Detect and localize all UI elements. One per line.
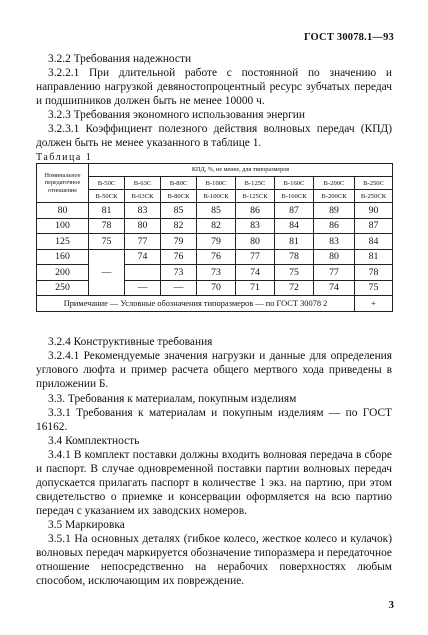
efficiency-table xyxy=(36,163,393,312)
section-heading-3-2-4: 3.2.4 Конструктивные требования xyxy=(48,336,213,348)
col-header: В-250С xyxy=(355,177,393,190)
value-cell: 70 xyxy=(197,280,236,296)
paragraph-3-5-1: 3.5.1 На основных деталях (гибкое колесо, жесткое колесо и кулачок) волновых передач маркируется обозначение типоразмера и передаточное отношение непосредственно на нерабочих поверхностях любым способом, исключающим их повреждение. xyxy=(36,533,392,587)
paragraph-3-2-2-1: 3.2.2.1 При длительной работе с постоянной по значению и направлению нагрузкой девяностопроцентный ресурс зубчатых передач и подшипников должен быть не менее 10000 ч. xyxy=(36,67,392,107)
value-cell: 89 xyxy=(314,203,355,219)
value-cell: 76 xyxy=(161,249,197,265)
col-header: В-100С xyxy=(197,177,236,190)
value-cell: 83 xyxy=(314,234,355,250)
value-cell: 82 xyxy=(197,218,236,234)
group-header-cell: КПД, %, не менее, для типоразмеров xyxy=(89,164,393,177)
document-header: ГОСТ 30078.1—93 xyxy=(303,32,394,43)
section-heading-3-5: 3.5 Маркировка xyxy=(48,519,125,531)
col-header: В-100СК xyxy=(197,190,236,203)
col-header: В-250СК xyxy=(355,190,393,203)
value-cell: 77 xyxy=(314,265,355,281)
table-row xyxy=(37,280,393,296)
col-header: В-200С xyxy=(314,177,355,190)
value-cell: 80 xyxy=(125,218,161,234)
paragraph-3-4-1: 3.4.1 В комплект поставки должны входить волновая передача в сборе и паспорт. В случае одновременной поставки партии волновых передач допускается прилагать паспорт в количестве 1 экз. на партию, при этом свидетельство о приемке и консервации оформляется на всю партию передач с указанием их заводских номеров. xyxy=(36,449,392,517)
value-cell: 71 xyxy=(236,280,275,296)
value-cell: 79 xyxy=(197,234,236,250)
value-cell: 73 xyxy=(161,265,197,281)
table-row xyxy=(37,249,393,265)
value-cell: 74 xyxy=(236,265,275,281)
paragraph-3-2-4-1: 3.2.4.1 Рекомендуемые значения нагрузки и данные для определения углового люфта и пример расчета общего мертвого хода приведены в приложении Б. xyxy=(36,350,392,390)
value-cell: 80 xyxy=(314,249,355,265)
value-cell: 87 xyxy=(355,218,393,234)
value-cell xyxy=(89,280,125,296)
ratio-cell: 80 xyxy=(37,203,89,219)
col-header: В-50СК xyxy=(89,190,125,203)
value-cell: — xyxy=(89,265,125,281)
value-cell: 90 xyxy=(355,203,393,219)
value-cell: 77 xyxy=(125,234,161,250)
value-cell: 81 xyxy=(89,203,125,219)
section-heading-3-2-2: 3.2.2 Требования надежности xyxy=(48,53,192,65)
value-cell: 85 xyxy=(161,203,197,219)
table-row xyxy=(37,265,393,281)
table-caption: Таблица 1 xyxy=(36,152,93,163)
value-cell xyxy=(125,265,161,281)
value-cell: 86 xyxy=(236,203,275,219)
value-cell: 85 xyxy=(197,203,236,219)
value-cell: 82 xyxy=(161,218,197,234)
value-cell: 77 xyxy=(236,249,275,265)
type-header-row-top xyxy=(37,177,393,190)
section-heading-3-4: 3.4 Комплектность xyxy=(48,435,140,447)
col-header: В-63СК xyxy=(125,190,161,203)
table-row xyxy=(37,218,393,234)
value-cell: 78 xyxy=(355,265,393,281)
ratio-cell: 250 xyxy=(37,280,89,296)
table-note: Примечание — Условные обозначения типоразмеров — по ГОСТ 30078 2 xyxy=(37,296,355,312)
table-row xyxy=(37,203,393,219)
value-cell: 79 xyxy=(161,234,197,250)
value-cell: 87 xyxy=(275,203,314,219)
col-header: В-125С xyxy=(236,177,275,190)
value-cell xyxy=(89,249,125,265)
value-cell: 75 xyxy=(355,280,393,296)
ratio-cell: 200 xyxy=(37,265,89,281)
value-cell: 83 xyxy=(125,203,161,219)
section-heading-3-2-3: 3.2.3 Требования экономного использования энергии xyxy=(48,109,305,121)
ratio-cell: 125 xyxy=(37,234,89,250)
ratio-cell: 100 xyxy=(37,218,89,234)
value-cell: 76 xyxy=(197,249,236,265)
value-cell: 81 xyxy=(275,234,314,250)
col-header: В-80С xyxy=(161,177,197,190)
value-cell: 84 xyxy=(275,218,314,234)
value-cell: — xyxy=(125,280,161,296)
col-header: В-125СК xyxy=(236,190,275,203)
table-note-row xyxy=(37,296,393,312)
table-note-mark: + xyxy=(355,296,393,312)
value-cell: — xyxy=(161,280,197,296)
col-header: В-160С xyxy=(275,177,314,190)
value-cell: 78 xyxy=(275,249,314,265)
value-cell: 81 xyxy=(355,249,393,265)
col-header: В-63С xyxy=(125,177,161,190)
value-cell: 86 xyxy=(314,218,355,234)
col-header: В-160СК xyxy=(275,190,314,203)
section-heading-3-3: 3.3. Требования к материалам, покупным изделиям xyxy=(48,393,297,405)
paragraph-3-2-3-1: 3.2.3.1 Коэффициент полезного действия волновых передач (КПД) должен быть не менее указанного в таблице 1. xyxy=(36,123,392,149)
value-cell: 73 xyxy=(197,265,236,281)
page-number: 3 xyxy=(388,599,394,611)
type-header-row-bottom xyxy=(37,190,393,203)
value-cell: 83 xyxy=(236,218,275,234)
col-header: В-200СК xyxy=(314,190,355,203)
value-cell: 75 xyxy=(275,265,314,281)
value-cell: 80 xyxy=(236,234,275,250)
paragraph-3-3-1: 3.3.1 Требования к материалам и покупным изделиям — по ГОСТ 16162. xyxy=(36,407,392,433)
value-cell: 72 xyxy=(275,280,314,296)
value-cell: 74 xyxy=(125,249,161,265)
col-header: В-80СК xyxy=(161,190,197,203)
col-header: В-50С xyxy=(89,177,125,190)
ratio-cell: 160 xyxy=(37,249,89,265)
row-header-cell: Номинальное передаточное отношение xyxy=(37,164,89,203)
value-cell: 84 xyxy=(355,234,393,250)
value-cell: 74 xyxy=(314,280,355,296)
value-cell: 75 xyxy=(89,234,125,250)
table-row xyxy=(37,234,393,250)
value-cell: 78 xyxy=(89,218,125,234)
